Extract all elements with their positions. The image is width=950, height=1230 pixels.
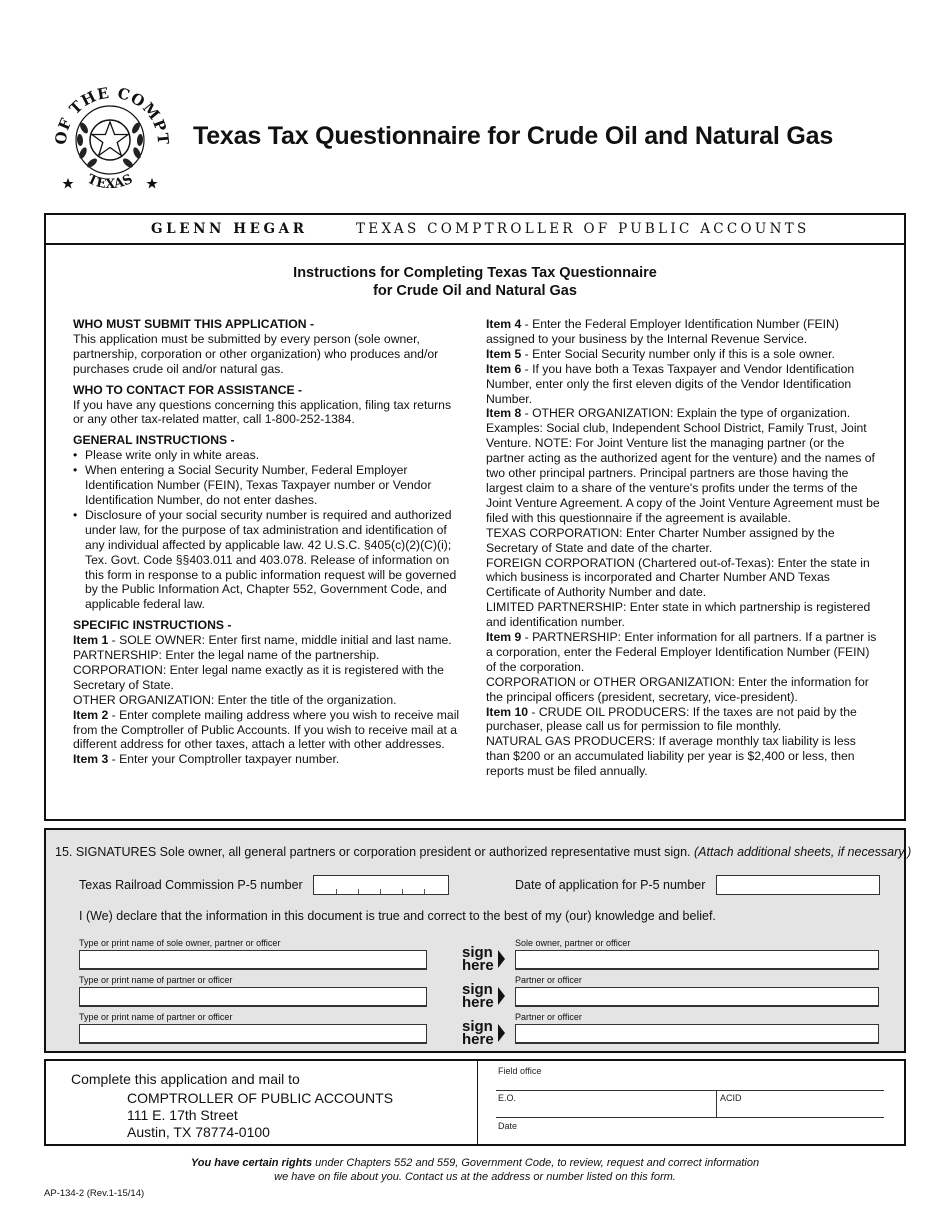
rights-bold: You have certain rights — [190, 1157, 313, 1169]
instructions-left-column — [73, 317, 465, 767]
item2-body: - Enter complete mailing address where you wish to receive mail from the Comptroller of Public Accounts. If you wish to receive mail at a different address for other taxes, attach a letter with other addresses. — [73, 707, 460, 752]
item4-label: Item 4 — [486, 317, 522, 331]
sign-arrow-icon — [498, 950, 505, 968]
printed-name-input-3[interactable] — [79, 1024, 427, 1044]
item6-text — [486, 362, 881, 407]
mail-intro: Complete this application and mail to — [71, 1071, 300, 1087]
item4-text — [486, 317, 881, 347]
item9-text — [486, 630, 881, 675]
item10-body: - CRUDE OIL PRODUCERS: If the taxes are not paid by the purchaser, please call us for permission to file monthly. — [486, 704, 857, 734]
item1-text — [73, 633, 465, 648]
printed-name-input-2[interactable] — [79, 987, 427, 1007]
general-instructions-heading: GENERAL INSTRUCTIONS - — [73, 433, 235, 448]
item10-text — [486, 705, 881, 735]
svg-text:TEXAS — [85, 172, 135, 192]
instructions-heading-line1: Instructions for Completing Texas Tax Questionnaire — [293, 265, 657, 281]
mail-street: 111 E. 17th Street — [127, 1107, 238, 1123]
item5-label: Item 5 — [486, 346, 522, 361]
item9-label: Item 9 — [486, 630, 522, 645]
who-contact-text: If you have any questions concerning this application, filing tax returns or any other tax-related matter, call 1-800-252-1384. — [73, 397, 452, 427]
field-office-line — [496, 1090, 884, 1091]
general-bullet-2 — [73, 463, 465, 508]
mail-addressee: COMPTROLLER OF PUBLIC ACCOUNTS — [127, 1090, 394, 1106]
texas-corp-text: TEXAS CORPORATION: Enter Charter Number assigned by the Secretary of State and date of the charter. — [486, 525, 835, 555]
who-must-text: This application must be submitted by every person (sole owner, partnership, corporation or other organization) who produces and/or purchases crude oil and/or natural gas. — [73, 331, 439, 376]
form-number: AP-134-2 (Rev.1-15/14) — [44, 1188, 145, 1199]
item3-label: Item 3 — [73, 752, 109, 767]
who-contact-heading: WHO TO CONTACT FOR ASSISTANCE - — [73, 382, 303, 397]
date-label: Date — [498, 1121, 518, 1131]
signatures-section — [44, 828, 912, 1053]
general-bullet-3 — [73, 508, 465, 612]
item8-text — [486, 406, 881, 525]
instructions-panel — [44, 213, 906, 821]
sign-arrow-icon — [498, 987, 505, 1005]
sign-here-marker-2 — [462, 983, 494, 1009]
who-must-heading: WHO MUST SUBMIT THIS APPLICATION - — [73, 317, 315, 331]
signature-label-2: Partner or officer — [515, 975, 582, 985]
natural-gas-text: NATURAL GAS PRODUCERS: If average monthly tax liability is less than $200 or an accumulated liability per year is $2,400 or less, then reports must be filed annually. — [486, 734, 856, 779]
sign-word: sign — [462, 944, 493, 961]
privacy-line2: we have on file about you. Contact us at the address or number listed on this form. — [274, 1171, 676, 1183]
mailing-section — [44, 1059, 906, 1146]
seal-bottom-text: TEXAS — [84, 171, 136, 193]
item8-label: Item 8 — [486, 406, 522, 421]
corp-other-text: CORPORATION or OTHER ORGANIZATION: Enter the information for the principal officers (president, secretary, vice-president). — [486, 674, 869, 704]
item6-body: - If you have both a Texas Taxpayer and Vendor Identification Number, enter only the first eleven digits of the Vendor Identification Number. — [486, 361, 855, 406]
other-org-text: OTHER ORGANIZATION: Enter the title of the organization. — [73, 692, 397, 707]
foreign-corp-text: FOREIGN CORPORATION (Chartered out-of-Texas): Enter the state in which business is incorporated and Charter Number AND Texas Certificate of Authority Number and date. — [486, 555, 870, 600]
mail-city: Austin, TX 78774-0100 — [127, 1124, 270, 1140]
bullet-dot: • — [73, 507, 78, 522]
general-bullet-text: Disclosure of your social security number is required and authorized under law, for the purpose of tax administration and identification of any individual affected by applicable law. 42 U.S.C. §405(c)(2)(C)(i); Tex. Govt. Code §§403.011 and 403.078. Release of information on this form in response to a public information request will be governed by the Public Information Act, Chapter 552, Government Code, and applicable federal law. — [85, 507, 457, 612]
field-office-label: Field office — [498, 1066, 542, 1076]
bullet-dot: • — [73, 463, 78, 478]
item5-text — [486, 347, 881, 362]
comptroller-name: GLENN HEGAR — [151, 221, 308, 237]
signature-label-3: Partner or officer — [515, 1012, 582, 1022]
bullet-dot: • — [73, 448, 78, 463]
divider — [477, 1061, 478, 1144]
p5-number-input[interactable] — [313, 875, 449, 895]
item3-text — [73, 752, 465, 767]
item1-body: - SOLE OWNER: Enter first name, middle initial and last name. — [108, 633, 452, 648]
eo-label: E.O. — [498, 1093, 517, 1103]
comptroller-seal-icon — [44, 70, 176, 202]
signature-input-3[interactable] — [515, 1024, 879, 1044]
p5-date-input[interactable] — [716, 875, 880, 895]
p5-date-label: Date of application for P-5 number — [515, 878, 706, 892]
item4-body: - Enter the Federal Employer Identification Number (FEIN) assigned to your business by the Internal Revenue Service. — [486, 317, 839, 346]
signature-input-1[interactable] — [515, 950, 879, 970]
signatures-heading-note: (Attach additional sheets, if necessary.) — [694, 845, 912, 859]
item8-body: - OTHER ORGANIZATION: Explain the type of organization. Examples: Social club, Independent School District, Family Trust, Joint Venture. NOTE: For Joint Venture list the managing partner (or the partner acting as the authorized agent for the venture) and the names of two other principal partners. Principal partners are those having the largest claim to a share of the venture's profits under the terms of the Joint Venture Agreement. A copy of the Joint Venture Agreement must be filed with this questionnaire if the agreement is available. — [486, 406, 880, 525]
sign-here-marker-1 — [462, 946, 494, 972]
instructions-right-column — [486, 317, 881, 779]
printed-name-input-1[interactable] — [79, 950, 427, 970]
privacy-line1 — [0, 1156, 950, 1170]
item9-body: - PARTNERSHIP: Enter information for all partners. If a partner is a corporation, enter the Federal Employer Identification Number (FEIN) of the corporation. — [486, 630, 877, 674]
rights-rest: under Chapters 552 and 559, Government Code, to review, request and correct information — [312, 1157, 760, 1169]
declaration-text: I (We) declare that the information in this document is true and correct to the best of my (our) knowledge and belief. — [79, 909, 716, 923]
limited-partnership-text: LIMITED PARTNERSHIP: Enter state in which partnership is registered and identification number. — [486, 600, 871, 630]
name-label-1: Type or print name of sole owner, partner or officer — [79, 938, 281, 948]
instructions-heading — [46, 264, 904, 300]
item2-text — [73, 708, 465, 753]
general-bullet-text: Please write only in white areas. — [85, 448, 260, 463]
item1-label: Item 1 — [73, 633, 109, 648]
page-title: Texas Tax Questionnaire for Crude Oil and Natural Gas — [193, 122, 834, 150]
signature-input-2[interactable] — [515, 987, 879, 1007]
general-bullet-text: When entering a Social Security Number, Federal Employer Identification Number (FEIN), Texas Taxpayer number or Vendor Identification Number, do not enter dashes. — [85, 463, 432, 507]
signatures-heading-text: 15. SIGNATURES Sole owner, all general partners or corporation president or authorized representative must sign. — [55, 845, 691, 859]
here-word: here — [462, 957, 494, 974]
signature-label-1: Sole owner, partner or officer — [515, 938, 631, 948]
sign-arrow-icon — [498, 1024, 505, 1042]
general-bullet-1 — [73, 448, 465, 463]
agency-banner — [46, 215, 904, 245]
name-label-3: Type or print name of partner or officer — [79, 1012, 233, 1022]
seal-top-text: OF THE COMPT — [51, 83, 173, 147]
item2-label: Item 2 — [73, 707, 109, 722]
item5-body: - Enter Social Security number only if this is a sole owner. — [521, 346, 835, 361]
eo-acid-divider — [716, 1090, 717, 1117]
acid-label: ACID — [720, 1093, 742, 1103]
partnership-text: PARTNERSHIP: Enter the legal name of the partnership. — [73, 648, 380, 663]
eo-acid-line — [496, 1117, 884, 1118]
here-word: here — [462, 1031, 494, 1048]
specific-instructions-heading: SPECIFIC INSTRUCTIONS - — [73, 618, 232, 633]
privacy-notice — [0, 1156, 950, 1184]
p5-number-label: Texas Railroad Commission P-5 number — [79, 878, 303, 892]
item10-label: Item 10 — [486, 704, 529, 719]
instructions-heading-line2: for Crude Oil and Natural Gas — [373, 283, 577, 299]
corporation-text: CORPORATION: Enter legal name exactly as it is registered with the Secretary of State. — [73, 662, 444, 692]
agency-name: TEXAS COMPTROLLER OF PUBLIC ACCOUNTS — [356, 221, 810, 237]
name-label-2: Type or print name of partner or officer — [79, 975, 233, 985]
here-word: here — [462, 994, 494, 1011]
item6-label: Item 6 — [486, 361, 522, 376]
signatures-heading — [55, 845, 911, 859]
sign-word: sign — [462, 1018, 493, 1035]
sign-word: sign — [462, 981, 493, 998]
sign-here-marker-3 — [462, 1020, 494, 1046]
item3-body: - Enter your Comptroller taxpayer number. — [108, 752, 340, 767]
